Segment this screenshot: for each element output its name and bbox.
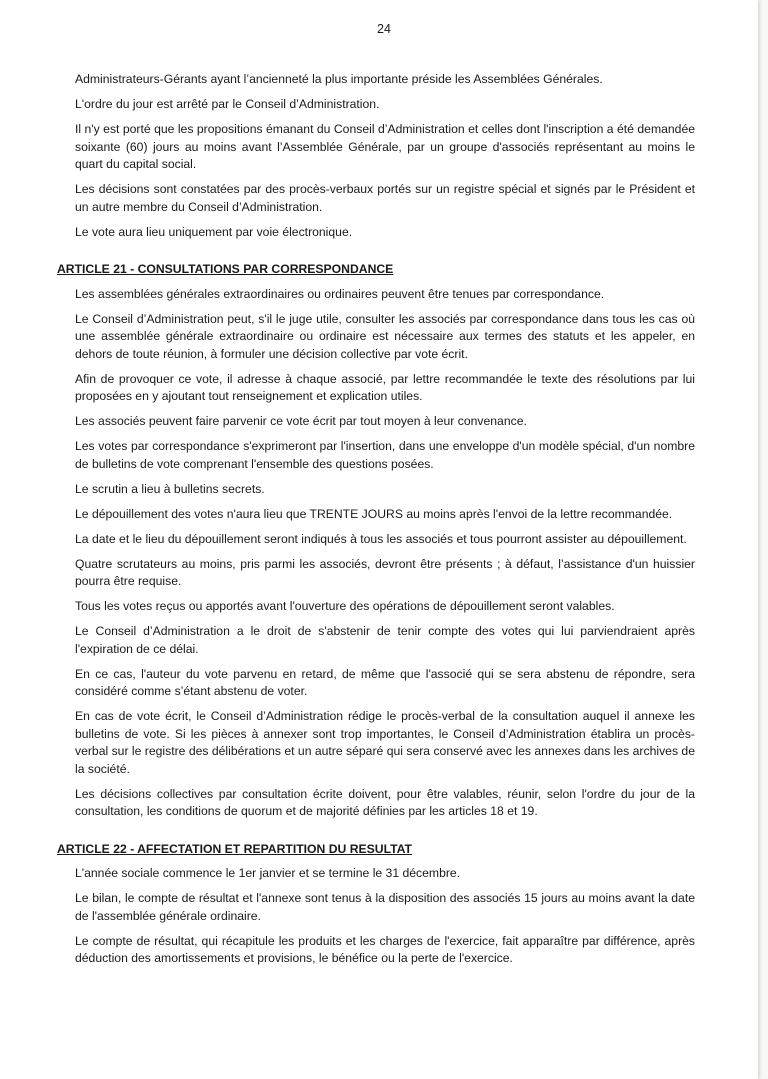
article-21-heading: ARTICLE 21 - CONSULTATIONS PAR CORRESPONDANCE xyxy=(57,262,394,276)
paragraph: Quatre scrutateurs au moins, pris parmi les associés, devront être présents ; à défaut, l’assistance d'un huissier pourra être requise. xyxy=(75,556,695,588)
paragraph: Le bilan, le compte de résultat et l'annexe sont tenus à la disposition des associés 15 jours au moins avant la date de l'assemblée générale ordinaire. xyxy=(75,891,695,923)
page-number: 24 xyxy=(377,22,391,36)
paragraph: Les décisions collectives par consultation écrite doivent, pour être valables, réunir, selon l'ordre du jour de la consultation, les conditions de quorum et de majorité définies par les articles 18 et 19. xyxy=(75,786,695,818)
paragraph: Le scrutin a lieu à bulletins secrets. xyxy=(75,481,265,496)
paragraph: L'année sociale commence le 1er janvier et se termine le 31 décembre. xyxy=(75,866,461,880)
paragraph: Il n'y est porté que les propositions émanant du Conseil d’Administration et celles dont l'inscription a été demandée soixante (60) jours au moins avant l’Assemblée Générale, par un groupe d'associés représentant au moins le quart du capital social. xyxy=(75,122,695,171)
paragraph: En cas de vote écrit, le Conseil d’Administration rédige le procès-verbal de la consultation auquel il annexe les bulletins de vote. Si les pièces à annexer sont trop importantes, le Conseil d’Administration établira un procès-verbal sur le registre des délibérations et un autre séparé qui sera conservé avec les annexes dans les archives de la société. xyxy=(75,709,695,776)
paragraph: Le Conseil d’Administration peut, s'il le juge utile, consulter les associés par correspondance dans tous les cas où une assemblée générale extraordinaire ou ordinaire est nécessaire aux termes des statuts et les appeler, en dehors de toute réunion, à formuler une décision collective par vote écrit. xyxy=(75,311,695,361)
paragraph: Le vote aura lieu uniquement par voie électronique. xyxy=(75,224,353,239)
paragraph: En ce cas, l'auteur du vote parvenu en retard, de même que l'associé qui se sera abstenu de répondre, sera considéré comme s’étant abstenu de voter. xyxy=(75,666,695,698)
paragraph: Les associés peuvent faire parvenir ce vote écrit par tout moyen à leur convenance. xyxy=(75,414,527,428)
paragraph: Tous les votes reçus ou apportés avant l'ouverture des opérations de dépouillement seront valables. xyxy=(75,599,615,613)
paragraph: Le dépouillement des votes n'aura lieu que TRENTE JOURS au moins après l'envoi de la lettre recommandée. xyxy=(75,506,673,521)
paragraph: Les votes par correspondance s'exprimeront par l'insertion, dans une enveloppe d'un modèle spécial, d'un nombre de bulletins de vote comprenant l'ensemble des questions posées. xyxy=(75,439,695,471)
paragraph: L'ordre du jour est arrêté par le Conseil d’Administration. xyxy=(75,97,380,111)
paragraph: Administrateurs-Gérants ayant l’ancienneté la plus importante préside les Assemblées Générales. xyxy=(75,72,603,86)
paragraph: Le Conseil d’Administration a le droit de s'abstenir de tenir compte des votes qui lui parviendraient après l'expiration de ce délai. xyxy=(75,624,695,656)
intro-section xyxy=(75,71,695,241)
paragraph: Afin de provoquer ce vote, il adresse à chaque associé, par lettre recommandée le texte des résolutions par lui proposées en y ajoutant tout renseignement et explication utiles. xyxy=(75,371,695,403)
paragraph: La date et le lieu du dépouillement seront indiqués à tous les associés et tous pourront assister au dépouillement. xyxy=(75,531,687,546)
article-22-section xyxy=(57,841,695,968)
paragraph: Les assemblées générales extraordinaires ou ordinaires peuvent être tenues par correspondance. xyxy=(75,286,605,301)
page-content xyxy=(57,71,695,975)
paragraph: Les décisions sont constatées par des procès-verbaux portés sur un registre spécial et signés par le Président et un autre membre du Conseil d’Administration. xyxy=(75,182,695,214)
paragraph: Le compte de résultat, qui récapitule les produits et les charges de l'exercice, fait apparaître par différence, après déduction des amortissements et provisions, le bénéfice ou la perte de l'exercice. xyxy=(75,933,695,965)
article-22-heading: ARTICLE 22 - AFFECTATION ET REPARTITION DU RESULTAT xyxy=(57,841,412,856)
article-21-section xyxy=(57,261,695,821)
